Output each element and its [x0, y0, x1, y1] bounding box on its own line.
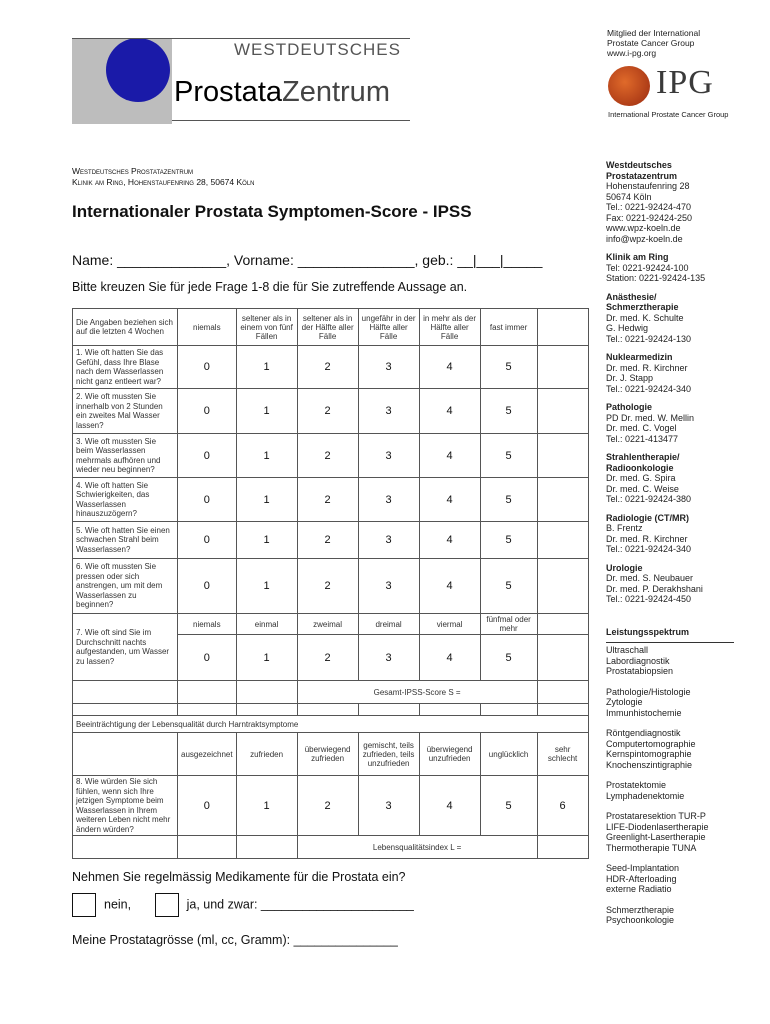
answer-option[interactable]: 0: [178, 522, 237, 559]
answer-option[interactable]: 0: [178, 389, 237, 434]
sender-address: [72, 166, 255, 188]
sidebar-section-line: Tel.: 0221-92424-130: [606, 333, 692, 344]
leistung-item: Prostatektomie: [606, 780, 667, 790]
table-cell-empty: [537, 704, 588, 716]
answer-option[interactable]: 1: [236, 776, 297, 836]
table-header-cell: Die Angaben beziehen sich auf die letzten 4 Wochen: [73, 309, 178, 346]
leistung-item: Thermotherapie TUNA: [606, 842, 697, 853]
leistung-item: Computertomographie: [606, 738, 696, 749]
sidebar-section: [606, 513, 766, 555]
qol-header-cell: ausgezeichnet: [178, 733, 237, 776]
sidebar-section-line: Dr. med. R. Kirchner: [606, 533, 688, 544]
page-title: Internationaler Prostata Symptomen-Score - IPSS: [72, 202, 472, 221]
answer-option[interactable]: 5: [480, 559, 537, 614]
table-cell-empty: [178, 681, 237, 704]
answer-option[interactable]: 0: [178, 434, 237, 478]
leistung-item: Röntgendiagnostik: [606, 728, 681, 738]
question-row: [73, 522, 589, 559]
table-header-cell: fast immer: [480, 309, 537, 346]
ipg-caption: International Prostate Cancer Group: [608, 110, 729, 119]
answer-option[interactable]: 3: [358, 389, 419, 434]
address-line: Westdeutsches Prostatazentrum: [72, 166, 194, 176]
table-cell-empty: [480, 704, 537, 716]
question-text: 6. Wie oft mussten Sie pressen oder sich anstrengen, um mit dem Wasserlassen zu beginnen?: [73, 559, 178, 614]
sidebar-section-line: Dr. J. Stapp: [606, 373, 654, 383]
sidebar-section: [606, 402, 766, 444]
answer-option[interactable]: 4: [419, 346, 480, 389]
table-cell-empty: [537, 434, 588, 478]
sidebar-section-line: Tel: 0221-92424-100: [606, 262, 689, 273]
answer-option[interactable]: 1: [236, 522, 297, 559]
table-cell-empty: [419, 704, 480, 716]
leistung-item: Schmerztherapie: [606, 904, 675, 915]
sidebar-org-line: 50674 Köln: [606, 191, 652, 202]
medication-question: Nehmen Sie regelmässig Medikamente für die Prostata ein?: [72, 870, 406, 884]
question-row: [73, 346, 589, 389]
sidebar-section-line: Station: 0221-92424-135: [606, 273, 706, 283]
qol-score-row: [73, 836, 589, 859]
sidebar-section-title: Radioonkologie: [606, 462, 674, 473]
question-row: [73, 434, 589, 478]
sidebar-section-line: Tel.: 0221-92424-340: [606, 383, 692, 394]
answer-option[interactable]: 3: [358, 776, 419, 836]
sidebar-org-title: Westdeutsches: [606, 160, 672, 170]
instruction-text: Bitte kreuzen Sie für jede Frage 1-8 die für Sie zutreffende Aussage an.: [72, 280, 468, 294]
table-header-cell: seltener als in der Hälfte aller Fälle: [297, 309, 358, 346]
leistung-group: [606, 905, 766, 926]
sidebar-section-line: Tel.: 0221-92424-340: [606, 544, 692, 554]
table-cell-empty: [537, 346, 588, 389]
table-cell-empty: [537, 635, 588, 681]
ipg-member-line: Prostate Cancer Group: [607, 38, 695, 48]
qol-score-label: Lebensqualitätsindex L =: [297, 836, 537, 859]
answer-option[interactable]: 5: [480, 434, 537, 478]
spacer-row: [73, 704, 589, 716]
sidebar-section-line: Dr. med. G. Spira: [606, 473, 676, 483]
table-cell-empty: [537, 389, 588, 434]
sidebar-section-title: Anästhesie/: [606, 291, 657, 302]
leistung-group: [606, 687, 766, 719]
sidebar-section-title: Urologie: [606, 562, 643, 573]
prostate-size-field[interactable]: Meine Prostatagrösse (ml, cc, Gramm): _______________: [72, 933, 398, 947]
answer-option[interactable]: 2: [297, 635, 358, 681]
question-text: 8. Wie würden Sie sich fühlen, wenn sich Ihre jetzigen Symptome beim Wasserlassen in Ihrem weiteren Leben nicht mehr ändern würden?: [73, 776, 178, 836]
answer-option[interactable]: 0: [178, 346, 237, 389]
option-yes-label[interactable]: ja, und zwar: ______________________: [186, 897, 414, 912]
answer-option[interactable]: 4: [419, 434, 480, 478]
answer-option[interactable]: 2: [297, 776, 358, 836]
table-header-cell: in mehr als der Hälfte aller Fälle: [419, 309, 480, 346]
leistung-item: Knochenszintigraphie: [606, 759, 693, 770]
sidebar-org-line: Hohenstaufenring 28: [606, 181, 690, 191]
answer-option[interactable]: 3: [358, 559, 419, 614]
table-header-row: [73, 309, 589, 346]
sidebar-section-title: Klinik am Ring: [606, 252, 669, 262]
sidebar-section: [606, 352, 766, 394]
leistung-item: Prostataresektion TUR-P: [606, 811, 706, 821]
qol-header-cell: gemischt, teils zufrieden, teils unzufrieden: [358, 733, 419, 776]
answer-option[interactable]: 5: [480, 478, 537, 522]
answer-option[interactable]: 4: [419, 522, 480, 559]
qol-header-cell: zufrieden: [236, 733, 297, 776]
sidebar-section-line: Dr. med. K. Schulte: [606, 312, 684, 323]
answer-option[interactable]: 1: [236, 434, 297, 478]
leistung-item: LIFE-Diodenlasertherapie: [606, 821, 709, 832]
table-cell-empty: [236, 704, 297, 716]
answer-option[interactable]: 2: [297, 434, 358, 478]
globe-icon: [608, 66, 650, 106]
sidebar-org: [606, 160, 766, 244]
question-text: 7. Wie oft sind Sie im Durchschnitt nachts aufgestanden, um Wasser zu lassen?: [73, 614, 178, 681]
medication-options: [72, 893, 414, 917]
answer-option[interactable]: 3: [358, 434, 419, 478]
logo-main-a: Prostata: [174, 76, 282, 108]
sidebar-org-line: Tel.: 0221-92424-470: [606, 202, 692, 212]
answer-option[interactable]: 2: [297, 346, 358, 389]
answer-option[interactable]: 5: [480, 635, 537, 681]
question-text: 4. Wie oft hatten Sie Schwierigkeiten, das Wasserlassen hinauszuzögern?: [73, 478, 178, 522]
question-text: 5. Wie oft hatten Sie einen schwachen Strahl beim Wasserlassen?: [73, 522, 178, 559]
table-cell-empty: [236, 836, 297, 859]
sidebar-sections: [606, 252, 766, 605]
answer-option[interactable]: 2: [297, 478, 358, 522]
leistung-title: Leistungsspektrum: [606, 626, 690, 637]
leistung-item: HDR-Afterloading: [606, 873, 677, 884]
leistung-group: [606, 780, 766, 801]
sidebar-section: [606, 452, 766, 505]
leistung-item: Immunhistochemie: [606, 707, 682, 718]
logo-text-main: [174, 76, 390, 109]
ipg-website-link[interactable]: www.i-pg.org: [607, 48, 657, 58]
answer-option[interactable]: 0: [178, 559, 237, 614]
qol-title: Beeinträchtigung der Lebensqualität durch Harntraktsymptome: [73, 716, 589, 733]
leistung-group: [606, 728, 766, 770]
qol-header-cell: überwiegend zufrieden: [297, 733, 358, 776]
question-row: [73, 478, 589, 522]
sidebar-section-title: Schmerztherapie: [606, 302, 679, 312]
question-row: [73, 559, 589, 614]
sidebar-section-line: PD Dr. med. W. Mellin: [606, 412, 695, 423]
leistung-item: Pathologie/Histologie: [606, 686, 691, 697]
option-no-label: nein,: [104, 897, 132, 912]
sidebar-section-title: Radiologie (CT/MR): [606, 512, 689, 523]
q8-row: [73, 776, 589, 836]
sidebar-contacts: [606, 160, 766, 936]
table-cell-empty: [537, 522, 588, 559]
table-header-cell-empty: [537, 309, 588, 346]
ipss-table: [72, 308, 589, 859]
qol-score-field[interactable]: [537, 836, 588, 859]
table-header-cell: seltener als in einem von fünf Fällen: [236, 309, 297, 346]
qol-header-cell: überwiegend unzufrieden: [419, 733, 480, 776]
sidebar-section-line: Tel.: 0221-92424-380: [606, 494, 692, 504]
question-row: [73, 389, 589, 434]
qol-header-row: [73, 733, 589, 776]
question-text: 2. Wie oft mussten Sie innerhalb von 2 Stunden ein zweites Mal Wasser lassen?: [73, 389, 178, 434]
q7-header-cell: viermal: [419, 614, 480, 635]
qol-header-cell: sehr schlecht: [537, 733, 588, 776]
answer-option[interactable]: 1: [236, 389, 297, 434]
ipss-score-label: Gesamt-IPSS-Score S =: [297, 681, 537, 704]
sidebar-section-line: G. Hedwig: [606, 323, 649, 333]
sidebar-section-title: Strahlentherapie/: [606, 452, 680, 462]
leistung-item: Zytologie: [606, 697, 643, 707]
leistung-item: Ultraschall: [606, 645, 649, 655]
answer-option[interactable]: 2: [297, 389, 358, 434]
ipg-member-text: [607, 28, 700, 58]
wpz-logo: [72, 30, 410, 124]
leistung-group: [606, 645, 766, 677]
leistung-item: Kernspintomographie: [606, 749, 692, 759]
sidebar-section-line: B. Frentz: [606, 523, 643, 533]
q7-header-cell: zweimal: [297, 614, 358, 635]
table-cell-empty: [537, 478, 588, 522]
table-cell-empty: [358, 704, 419, 716]
sidebar-website-link[interactable]: www.wpz-koeln.de: [606, 223, 681, 233]
table-cell-empty: [178, 836, 237, 859]
answer-option[interactable]: 2: [297, 559, 358, 614]
sidebar-section-title: Nuklearmedizin: [606, 352, 673, 362]
logo-rule-bottom: [172, 120, 410, 121]
table-cell-empty: [537, 614, 588, 635]
answer-option[interactable]: 2: [297, 522, 358, 559]
answer-option[interactable]: 3: [358, 478, 419, 522]
table-cell-empty: [73, 681, 178, 704]
answer-option[interactable]: 5: [480, 776, 537, 836]
answer-option[interactable]: 1: [236, 635, 297, 681]
sidebar-section-line: Dr. med. S. Neubauer: [606, 573, 694, 583]
leistung-list: [606, 645, 766, 926]
sidebar-section-line: Dr. med. C. Vogel: [606, 423, 677, 433]
table-cell-empty: [73, 704, 178, 716]
table-header-cell: ungefähr in der Hälfte aller Fälle: [358, 309, 419, 346]
q7-header-cell: dreimal: [358, 614, 419, 635]
leistung-item: Greenlight-Lasertherapie: [606, 832, 706, 842]
sidebar-section-line: Dr. med. C. Weise: [606, 483, 679, 494]
sidebar-org-title: Prostatazentrum: [606, 170, 678, 181]
q7-header-cell: einmal: [236, 614, 297, 635]
ipss-score-row: [73, 681, 589, 704]
sidebar-email-link[interactable]: info@wpz-koeln.de: [606, 233, 683, 244]
answer-option[interactable]: 1: [236, 478, 297, 522]
sidebar-section-line: Tel.: 0221-92424-450: [606, 594, 692, 604]
table-cell-empty: [537, 559, 588, 614]
answer-option[interactable]: 5: [480, 389, 537, 434]
leistung-item: Labordiagnostik: [606, 655, 670, 666]
table-header-cell: niemals: [178, 309, 237, 346]
sidebar-section-line: Dr. med. P. Derakhshani: [606, 583, 703, 594]
logo-text-top: WESTDEUTSCHES: [234, 40, 401, 59]
question-text: 3. Wie oft mussten Sie beim Wasserlassen mehrmals aufhören und wieder neu beginnen?: [73, 434, 178, 478]
address-line: Klinik am Ring, Hohenstaufenring 28, 50674 Köln: [72, 177, 255, 187]
logo-blue-circle: [106, 38, 170, 102]
qol-header-cell: unglücklich: [480, 733, 537, 776]
answer-option[interactable]: 1: [236, 559, 297, 614]
leistung-item: Seed-Implantation: [606, 863, 680, 873]
answer-option[interactable]: 0: [178, 776, 237, 836]
answer-option[interactable]: 4: [419, 559, 480, 614]
answer-option[interactable]: 4: [419, 635, 480, 681]
leistung-item: externe Radiatio: [606, 884, 672, 894]
leistung-group: [606, 811, 766, 853]
answer-option[interactable]: 5: [480, 522, 537, 559]
answer-option[interactable]: 4: [419, 776, 480, 836]
logo-rule-top: [72, 38, 410, 39]
answer-option[interactable]: 3: [358, 346, 419, 389]
q7-header-cell: fünfmal oder mehr: [480, 614, 537, 635]
sidebar-section: [606, 563, 766, 605]
sidebar-org-line: Fax: 0221-92424-250: [606, 212, 693, 223]
checkbox-no[interactable]: [72, 893, 96, 917]
sidebar-divider: [606, 642, 734, 643]
answer-option[interactable]: 3: [358, 522, 419, 559]
sidebar-section-line: Tel.: 0221-413477: [606, 433, 679, 444]
answer-option[interactable]: 5: [480, 346, 537, 389]
table-cell-empty: [73, 733, 178, 776]
logo-main-b: Zentrum: [282, 76, 390, 108]
leistung-item: Prostatabiopsien: [606, 666, 674, 676]
answer-option[interactable]: 4: [419, 478, 480, 522]
ipg-logo-text: IPG: [656, 64, 714, 101]
q7-header-cell: niemals: [178, 614, 237, 635]
answer-option[interactable]: 3: [358, 635, 419, 681]
ipg-logo: [606, 66, 736, 118]
qol-title-row: [73, 716, 589, 733]
answer-option[interactable]: 6: [537, 776, 588, 836]
checkbox-yes[interactable]: [155, 893, 179, 917]
leistung-item: Lymphadenektomie: [606, 790, 685, 801]
table-cell-empty: [297, 704, 358, 716]
answer-option[interactable]: 0: [178, 478, 237, 522]
sidebar-section: [606, 252, 766, 284]
sidebar-section-title: Pathologie: [606, 402, 653, 412]
ipg-member-line: Mitglied der International: [607, 28, 701, 38]
sidebar-section-line: Dr. med. R. Kirchner: [606, 362, 688, 373]
question-text: 1. Wie oft hatten Sie das Gefühl, dass Ihre Blase nach dem Wasserlassen nicht ganz entleert war?: [73, 346, 178, 389]
answer-option[interactable]: 0: [178, 635, 237, 681]
leistung-item: Psychoonkologie: [606, 915, 675, 925]
answer-option[interactable]: 4: [419, 389, 480, 434]
table-cell-empty: [236, 681, 297, 704]
ipss-score-field[interactable]: [537, 681, 588, 704]
leistung-group: [606, 863, 766, 895]
table-cell-empty: [178, 704, 237, 716]
table-cell-empty: [73, 836, 178, 859]
sidebar-section: [606, 292, 766, 345]
name-fields-line[interactable]: Name: ______________, Vorname: _______________, geb.: __|___|_____: [72, 252, 543, 268]
q7-header-row: [73, 614, 589, 635]
answer-option[interactable]: 1: [236, 346, 297, 389]
